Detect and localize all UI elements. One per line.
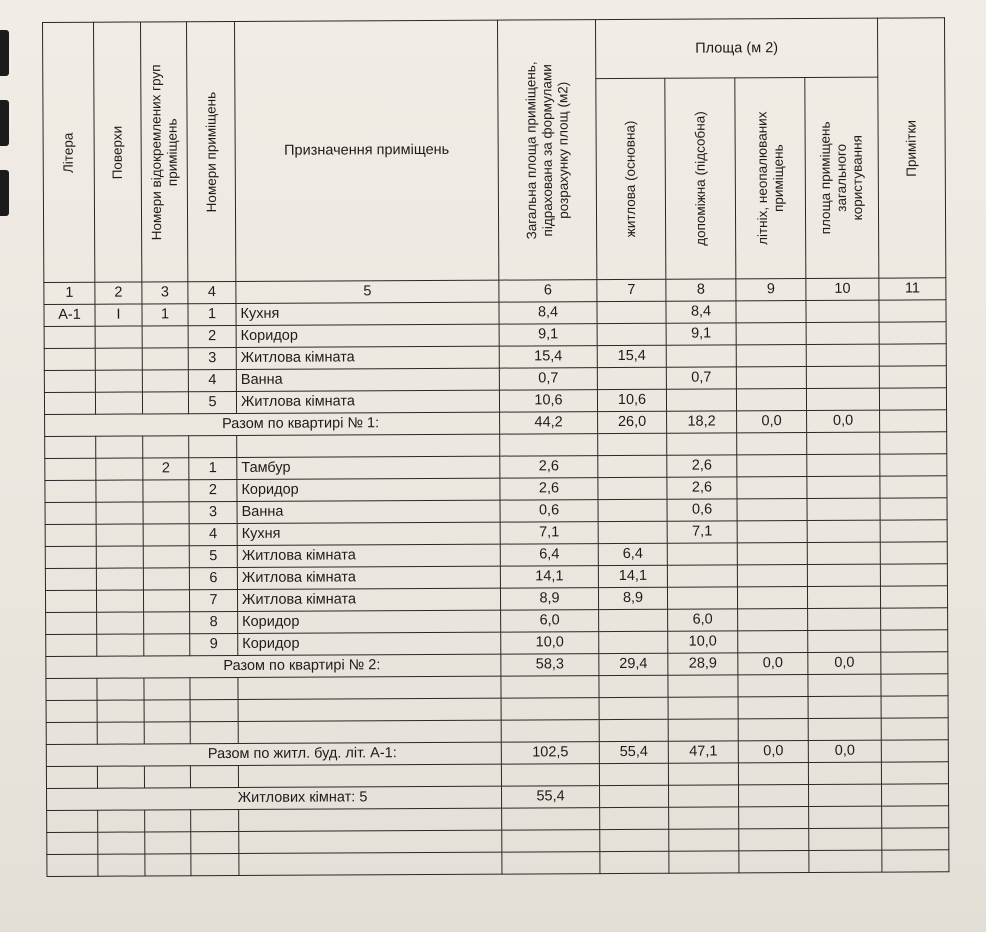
total-area: 44,2 — [500, 412, 598, 435]
aux-area — [666, 345, 736, 367]
room-name: Ванна — [237, 500, 500, 523]
room-name: Житлова кімната — [237, 588, 500, 611]
living-area — [599, 609, 668, 631]
aux-area — [667, 587, 737, 609]
living-area — [597, 323, 666, 345]
total-area: 7,1 — [500, 522, 598, 545]
room-number: 9 — [190, 633, 238, 655]
floor-cell: I — [95, 304, 142, 326]
total-area: 2,6 — [500, 478, 598, 501]
living-area: 10,6 — [597, 389, 666, 411]
room-number: 1 — [189, 457, 237, 479]
room-name: Коридор — [236, 324, 499, 347]
column-number: 9 — [736, 279, 806, 301]
group-cell: 1 — [142, 304, 188, 326]
living-area: 29,4 — [599, 653, 668, 675]
column-number: 5 — [236, 280, 499, 303]
aux-area: 47,1 — [668, 741, 738, 763]
column-number: 11 — [879, 278, 946, 300]
binder-ring-3 — [0, 170, 9, 216]
room-name: Житлова кімната — [237, 566, 500, 589]
header-floors: Поверхи — [94, 22, 142, 282]
header-aux-area: допоміжна (підсобна) — [665, 78, 736, 279]
total-area: 9,1 — [499, 324, 597, 347]
common-area: 0,0 — [808, 740, 881, 762]
room-name: Житлова кімната — [236, 390, 499, 413]
total-area: 0,7 — [499, 368, 597, 391]
aux-area: 28,9 — [668, 653, 738, 675]
apartment-2-total-label: Разом по квартирі № 2: — [46, 654, 501, 678]
total-area: 58,3 — [501, 654, 599, 677]
header-litera: Літера — [43, 22, 95, 282]
header-area-group: Площа (м 2) — [595, 18, 877, 78]
room-name: Ванна — [236, 368, 499, 391]
aux-area — [666, 389, 736, 411]
header-summer-area: літніх, неопалюваних приміщень — [735, 78, 806, 279]
room-number: 8 — [190, 611, 238, 633]
header-group-numbers: Номери відокремлених груп приміщень — [141, 22, 188, 282]
living-area: 15,4 — [597, 345, 666, 367]
apartment-1-total-label: Разом по квартирі № 1: — [45, 412, 500, 436]
living-area — [598, 477, 667, 499]
total-area: 14,1 — [500, 566, 598, 589]
room-number: 2 — [189, 479, 237, 501]
header-purpose: Призначення приміщень — [234, 20, 498, 281]
living-area — [597, 301, 666, 323]
header-total-area: Загальна площа приміщень, підрахована за формулами розрахунку площ (м2) — [497, 20, 596, 281]
group-cell: 2 — [143, 458, 189, 480]
room-number: 4 — [188, 369, 236, 391]
summer-area: 0,0 — [738, 652, 808, 674]
room-number: 1 — [188, 303, 236, 325]
column-number: 7 — [597, 279, 666, 301]
header-notes: Примітки — [878, 18, 946, 278]
room-name: Житлова кімната — [236, 346, 499, 369]
summer-area: 0,0 — [737, 411, 807, 433]
rooms-area-table — [42, 17, 950, 877]
header-living-area: житлова (основна) — [596, 78, 666, 279]
binder-ring-1 — [0, 30, 9, 76]
column-number: 4 — [188, 281, 236, 303]
common-area: 0,0 — [807, 410, 880, 432]
aux-area — [667, 565, 737, 587]
header-common-area: площа приміщень загального користування — [805, 77, 879, 278]
living-area — [598, 521, 667, 543]
living-area: 26,0 — [598, 411, 667, 433]
living-area: 6,4 — [598, 543, 667, 565]
binder-ring-2 — [0, 100, 9, 146]
total-area: 15,4 — [499, 346, 597, 369]
aux-area: 2,6 — [667, 455, 737, 477]
total-area: 2,6 — [500, 456, 598, 479]
explication-sheet — [42, 17, 948, 852]
column-number: 8 — [666, 279, 736, 301]
empty-row — [47, 850, 949, 877]
living-area — [597, 367, 666, 389]
living-area — [599, 631, 668, 653]
aux-area — [667, 543, 737, 565]
litera-cell: А-1 — [44, 304, 95, 326]
room-number: 4 — [189, 523, 237, 545]
room-name: Коридор — [237, 478, 500, 501]
living-area: 55,4 — [599, 741, 668, 763]
living-area — [598, 455, 667, 477]
room-name: Житлова кімната — [237, 544, 500, 567]
aux-area: 9,1 — [666, 323, 736, 345]
aux-area: 18,2 — [667, 411, 737, 433]
aux-area: 6,0 — [668, 609, 738, 631]
common-area: 0,0 — [808, 652, 881, 674]
room-number: 3 — [189, 501, 237, 523]
total-area: 6,0 — [501, 610, 599, 633]
column-number: 10 — [806, 278, 879, 300]
total-area: 102,5 — [501, 742, 599, 765]
room-number: 5 — [189, 545, 237, 567]
room-name: Коридор — [238, 610, 501, 633]
header-row-top — [43, 18, 945, 82]
room-number: 3 — [188, 347, 236, 369]
aux-area: 8,4 — [666, 301, 736, 323]
column-number: 3 — [142, 282, 188, 304]
building-total-label: Разом по житл. буд. літ. А-1: — [46, 742, 501, 766]
room-name: Кухня — [236, 302, 499, 325]
column-number: 1 — [44, 282, 95, 304]
living-rooms-label: Житлових кімнат: 5 — [47, 786, 502, 810]
aux-area: 0,6 — [667, 499, 737, 521]
room-number: 6 — [189, 567, 237, 589]
room-name: Коридор — [238, 632, 501, 655]
room-number: 2 — [188, 325, 236, 347]
total-area: 8,9 — [500, 588, 598, 611]
total-area: 6,4 — [500, 544, 598, 567]
total-area: 10,6 — [499, 390, 597, 413]
column-number: 6 — [499, 280, 597, 303]
column-number: 2 — [95, 282, 142, 304]
summer-area: 0,0 — [738, 740, 808, 762]
living-area: 14,1 — [598, 565, 667, 587]
aux-area: 10,0 — [668, 631, 738, 653]
header-room-numbers: Номери приміщень — [187, 21, 236, 281]
total-area: 55,4 — [502, 786, 600, 809]
living-area — [598, 499, 667, 521]
aux-area: 2,6 — [667, 477, 737, 499]
total-area: 8,4 — [499, 302, 597, 325]
room-name: Кухня — [237, 522, 500, 545]
aux-area: 0,7 — [666, 367, 736, 389]
aux-area: 7,1 — [667, 521, 737, 543]
room-number: 5 — [188, 391, 236, 413]
total-area: 10,0 — [501, 632, 599, 655]
total-area: 0,6 — [500, 500, 598, 523]
room-name: Тамбур — [237, 456, 500, 479]
living-area: 8,9 — [598, 587, 667, 609]
room-number: 7 — [189, 589, 237, 611]
